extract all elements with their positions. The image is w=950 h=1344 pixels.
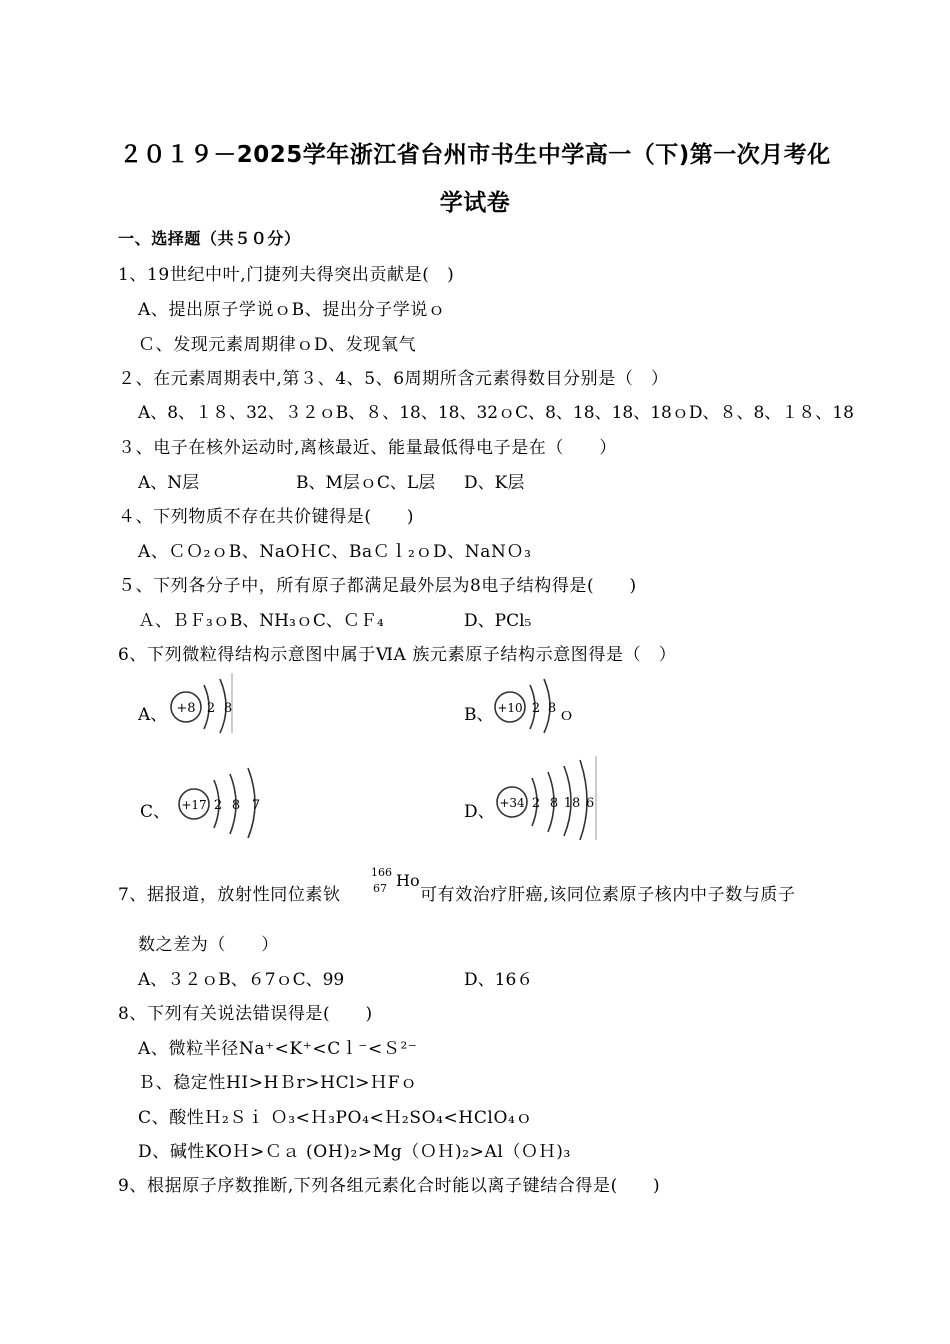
- atom-d-shell-3: 18: [563, 796, 581, 811]
- atom-d-shell-4: 6: [585, 796, 595, 811]
- question-3-option-a: A、N层: [138, 473, 200, 493]
- atom-d-label: D、: [464, 802, 495, 822]
- atom-structure-diagram-c: [174, 762, 270, 838]
- question-5-option-d: D、PCl₅: [464, 611, 532, 631]
- atom-b-label: B、: [464, 705, 494, 725]
- question-4-options: A、ＣＯ₂ｏB、NaOＨC、BaＣｌ₂ｏD、NaNＯ₃: [138, 542, 532, 562]
- nuclide-atomic-number: 67: [373, 882, 387, 895]
- question-2-stem: ２、在元素周期表中,第３、4、5、6周期所含元素得数目分别是（ ）: [118, 369, 669, 389]
- atom-structure-diagram-a: [166, 673, 236, 735]
- atom-a-shell-2: 8: [223, 701, 233, 716]
- atom-c-label: C、: [140, 802, 171, 822]
- question-8-option-c: C、酸性Ｈ₂Ｓｉ Ｏ₃<Ｈ₃PO₄<Ｈ₂SO₄<HClO₄ｏ: [138, 1108, 534, 1128]
- question-3-option-d: D、K层: [464, 473, 525, 493]
- question-7-stem-cont: 数之差为（ ）: [138, 935, 279, 955]
- exam-title-line-2: 学试卷: [439, 190, 511, 216]
- atom-b-shell-2: 8: [547, 701, 557, 716]
- nuclide-symbol: Ho: [396, 871, 420, 890]
- holmium-nuclide-symbol: [370, 864, 420, 904]
- atom-d-shell-1: 2: [531, 796, 541, 811]
- atom-c-shell-2: 8: [231, 798, 241, 813]
- atom-b-suffix: ｏ: [558, 705, 575, 725]
- question-5-option-abc: Ａ、ＢＦ₃ｏB、NH₃ｏC、ＣＦ₄: [138, 611, 384, 631]
- section-heading: 一、选择题（共５０分）: [118, 229, 301, 248]
- question-7-stem-pre: 7、据报道，放射性同位素钬: [118, 885, 341, 905]
- question-6-stem: 6、下列微粒得结构示意图中属于ⅥA 族元素原子结构示意图得是（ ）: [118, 645, 677, 665]
- question-2-options: A、8、１８、32、３２ｏB、８、18、18、32ｏC、8、18、18、18ｏD、８、8、１８、18: [138, 403, 854, 423]
- atom-c-nucleus: +17: [181, 798, 207, 812]
- question-3-stem: ３、电子在核外运动时,离核最近、能量最低得电子是在（ ）: [118, 438, 617, 458]
- question-7-stem-post: 可有效治疗肝癌,该同位素原子核内中子数与质子: [420, 885, 796, 905]
- question-1-stem: 1、19世纪中叶,门捷列夫得突出贡献是( ): [118, 265, 455, 285]
- atom-structure-diagram-d: [492, 756, 600, 840]
- atom-structure-diagram-b: [490, 673, 560, 735]
- atom-d-shell-2: 8: [549, 796, 559, 811]
- atom-a-label: A、: [138, 705, 168, 725]
- exam-title-line-1: ２０１９－2025学年浙江省台州市书生中学高一（下)第一次月考化: [119, 142, 831, 168]
- atom-c-shell-3: 7: [251, 798, 261, 813]
- atom-b-nucleus: +10: [497, 701, 523, 715]
- atom-c-shell-1: 2: [213, 798, 223, 813]
- question-8-option-d: D、碱性KOＨ>Ｃａ (OH)₂>Mg（ＯＨ)₂>Al（ＯＨ)₃: [138, 1142, 571, 1162]
- question-8-option-b: Ｂ、稳定性HI>HＢr>HCl>ＨFｏ: [138, 1073, 418, 1093]
- question-9-stem: 9、根据原子序数推断,下列各组元素化合时能以离子键结合得是( ): [118, 1176, 661, 1196]
- question-8-stem: 8、下列有关说法错误得是( ): [118, 1004, 373, 1024]
- atom-a-nucleus: +8: [176, 701, 196, 716]
- atom-b-shell-1: 2: [531, 701, 541, 716]
- question-4-stem: ４、下列物质不存在共价键得是( ): [118, 507, 415, 527]
- question-5-stem: ５、下列各分子中，所有原子都满足最外层为8电子结构得是( ): [118, 576, 637, 596]
- question-8-option-a: A、微粒半径Na⁺<K⁺<Cｌ⁻<Ｓ²⁻: [138, 1039, 418, 1059]
- question-3-option-bc: B、M层ｏC、L层: [296, 473, 436, 493]
- question-7-option-abc: A、３２ｏB、６7ｏC、99: [138, 970, 345, 990]
- atom-d-nucleus: +34: [499, 796, 525, 810]
- atom-a-shell-1: 2: [206, 701, 216, 716]
- nuclide-mass-number: 166: [371, 866, 392, 879]
- question-1-options-2: Ｃ、发现元素周期律ｏD、发现氧气: [138, 335, 417, 355]
- question-7-option-d: D、16６: [464, 970, 534, 990]
- question-1-options-1: A、提出原子学说ｏB、提出分子学说ｏ: [138, 300, 446, 320]
